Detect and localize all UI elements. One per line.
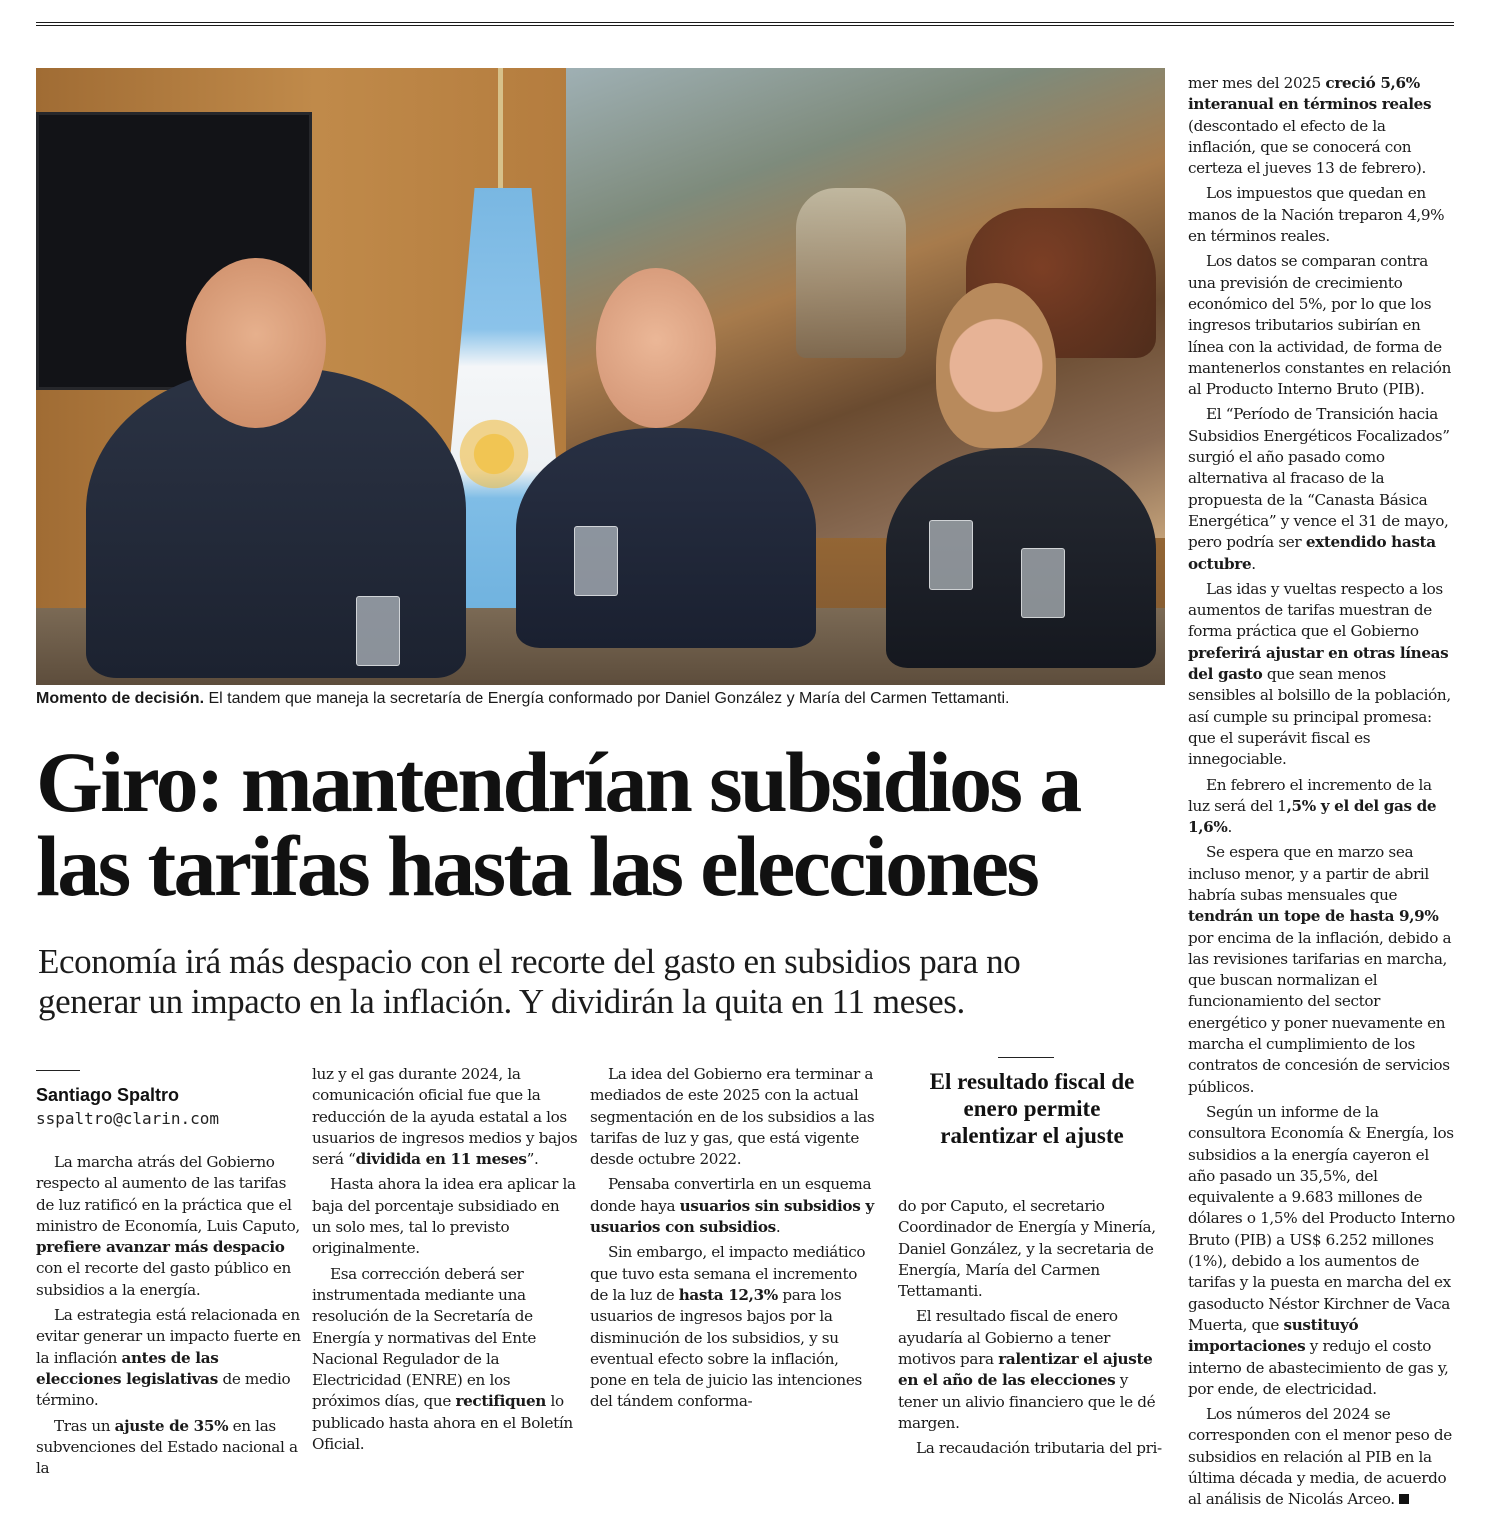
deck [38, 942, 1158, 1022]
photo-glass [356, 596, 400, 666]
photo-person-center [516, 428, 816, 648]
headline-line: Giro: mantendrían subsidios a [36, 734, 1080, 830]
byline-rule [36, 1070, 80, 1071]
end-mark-icon [1399, 1494, 1409, 1504]
photo-flagpole [498, 68, 503, 208]
body-column-5 [1188, 73, 1456, 1515]
paragraph: El “Período de Transición hacia Subsidios Energéticos Focalizados” surgió el año pasado como alternativa al fracaso de la propuesta de la “Canasta Básica Energética” y vence el 31 de mayo, pero podría ser extendido hasta octubre. [1188, 405, 1450, 573]
paragraph: La marcha atrás del Gobierno respecto al aumento de las tarifas de luz ratificó en la práctica que el ministro de Economía, Luis Caputo, prefiere avanzar más despacio con el recorte del gasto público en subsidios a la energía. [36, 1153, 300, 1299]
caption-lead: Momento de decisión. [36, 690, 205, 707]
photo-mural-figure [796, 188, 906, 358]
paragraph: Esa corrección deberá ser instrumentada mediante una resolución de la Secretaría de Energía y normativas del Ente Nacional Regulador de la Electricidad (ENRE) en los próximos días, que rectifiquen lo publicado hasta ahora en el Boletín Oficial. [312, 1264, 573, 1454]
news-photo [36, 68, 1165, 685]
sidebar-heading-line: enero permite [963, 1096, 1101, 1121]
sidebar-heading [898, 1068, 1166, 1149]
top-rule [36, 22, 1454, 26]
photo-caption [36, 690, 1166, 708]
paragraph: Los datos se comparan contra una previsión de crecimiento económico del 5%, por lo que los ingresos tributarios subirían en línea con la actividad, de forma de mantenerlos constantes en relación al Producto Interno Bruto (PIB). [1188, 252, 1452, 399]
paragraph: En febrero el incremento de la luz será del 1,5% y el del gas de 1,6%. [1188, 775, 1437, 837]
paragraph: La idea del Gobierno era terminar a mediados de este 2025 con la actual segmentación en de los subsidios a las tarifas de luz y gas, que está vigente desde octubre 2022. [590, 1065, 875, 1169]
paragraph: La recaudación tributaria del pri- [916, 1439, 1162, 1458]
sidebar-heading-line: El resultado fiscal de [929, 1069, 1135, 1094]
photo-flag-sun [454, 414, 534, 494]
photo-person-center-head [596, 268, 716, 428]
body-column-4 [898, 1196, 1166, 1464]
headline [36, 734, 1166, 914]
deck-line: generar un impacto en la inflación. Y dividirán la quita en 11 meses. [38, 982, 965, 1021]
paragraph: El resultado fiscal de enero ayudaría al Gobierno a tener motivos para ralentizar el ajuste en el año de las elecciones y tener un alivio financiero que le dé margen. [898, 1307, 1156, 1432]
paragraph: Hasta ahora la idea era aplicar la baja del porcentaje subsidiado en un solo mes, tal lo previsto originalmente. [312, 1175, 576, 1258]
paragraph: Los números del 2024 se corresponden con el menor peso de subsidios en relación al PIB en la última década y media, de acuerdo al análisis de Nicolás Arceo. [1188, 1405, 1452, 1509]
paragraph: mer mes del 2025 creció 5,6% interanual en términos reales (descontado el efecto de la inflación, que se conocerá con certeza el jueves 13 de febrero). [1188, 74, 1432, 178]
photo-glass [929, 520, 973, 590]
photo-glass [574, 526, 618, 596]
body-column-3 [590, 1064, 875, 1417]
sidebar-heading-line: ralentizar el ajuste [940, 1123, 1124, 1148]
paragraph: luz y el gas durante 2024, la comunicación oficial fue que la reducción de la ayuda estatal a los usuarios de ingresos medios y bajos será “dividida en 11 meses”. [312, 1065, 578, 1169]
paragraph: Se espera que en marzo sea incluso menor, y a partir de abril habría subas mensuales que tendrán un tope de hasta 9,9% por encima de la inflación, debido a las revisiones tarifarias en marcha, que buscan normalizan el funcionamiento del sector energético y poner nuevamente en marcha el cumplimiento de los contratos de concesión de servicios públicos. [1188, 843, 1452, 1096]
body-column-2 [312, 1064, 578, 1459]
photo-person-right-head [936, 283, 1056, 448]
byline-author: Santiago Spaltro [36, 1085, 180, 1105]
body-column-1 [36, 1152, 302, 1483]
paragraph: Las idas y vueltas respecto a los aumentos de tarifas muestran de forma práctica que el Gobierno preferirá ajustar en otras líneas del gasto que sean menos sensibles al bolsillo de la población, así cumple su principal promesa: que el superávit fiscal es innegociable. [1188, 579, 1451, 769]
paragraph: Tras un ajuste de 35% en las subvenciones del Estado nacional a la [36, 1416, 298, 1478]
paragraph: Los impuestos que quedan en manos de la Nación treparon 4,9% en términos reales. [1188, 184, 1445, 246]
paragraph: do por Caputo, el secretario Coordinador de Energía y Minería, Daniel González, y la secretaria de Energía, María del Carmen Tettamanti. [898, 1197, 1156, 1301]
caption-text: El tandem que maneja la secretaría de Energía conformado por Daniel González y María del Carmen Tettamanti. [204, 690, 1010, 707]
byline-email[interactable]: sspaltro@clarin.com [36, 1109, 220, 1128]
sidebar-rule [998, 1057, 1054, 1058]
deck-line: Economía irá más despacio con el recorte del gasto en subsidios para no [38, 942, 1021, 981]
photo-glass [1021, 548, 1065, 618]
paragraph: Sin embargo, el impacto mediático que tuvo esta semana el incremento de la luz de hasta 12,3% para los usuarios de ingresos bajos por la disminución de los subsidios, y su eventual efecto sobre la inflación, pone en tela de juicio las intenciones del tándem conforma- [590, 1243, 866, 1411]
paragraph: Según un informe de la consultora Economía & Energía, los subsidios a la energía cayeron el año pasado un 35,5%, del equivalente a 9.683 millones de dólares o 1,5% del Producto Interno Bruto (PIB) a US$ 6.252 millones (1%), debido a los aumentos de tarifas y la puesta en marcha del ex gasoducto Néstor Kirchner de Vaca Muerta, que sustituyó importaciones y redujo el costo interno de abastecimiento de gas y, por ende, de electricidad. [1188, 1102, 1455, 1398]
headline-line: las tarifas hasta las elecciones [36, 818, 1038, 914]
paragraph: Pensaba convertirla en un esquema donde haya usuarios sin subsidios y usuarios con subsidios. [590, 1175, 874, 1237]
photo-person-left-head [186, 258, 326, 428]
paragraph: La estrategia está relacionada en evitar generar un impacto fuerte en la inflación antes de las elecciones legislativas de medio término. [36, 1306, 301, 1410]
